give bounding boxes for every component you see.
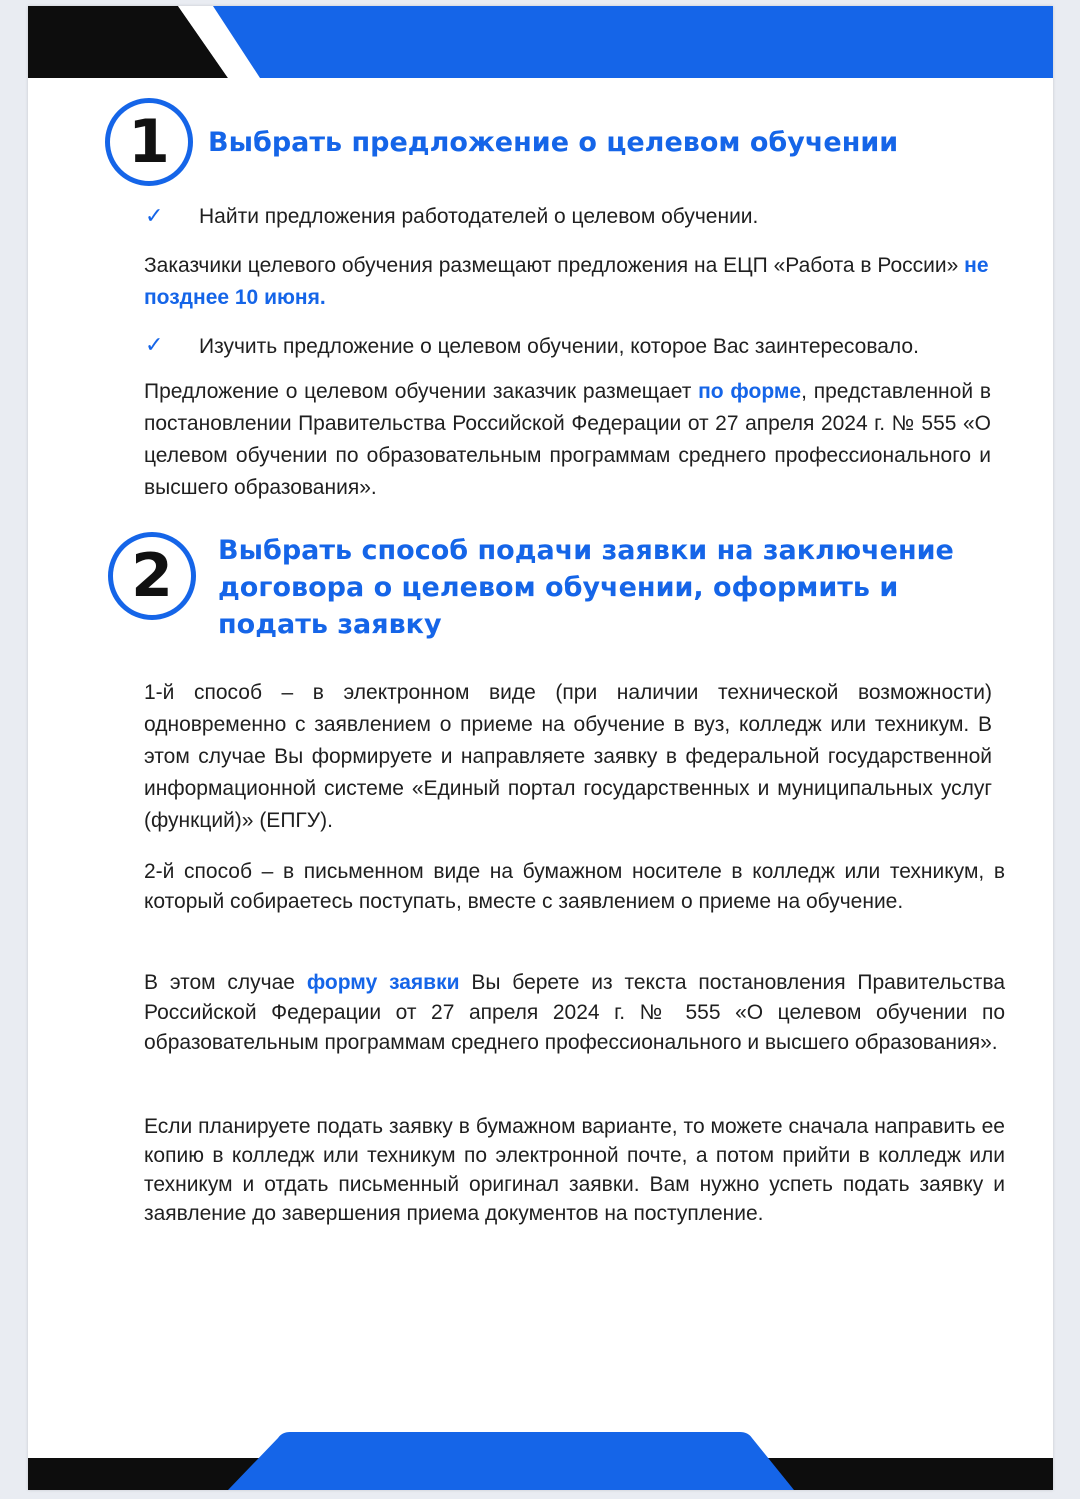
step-1-check-2: Изучить предложение о целевом обучении, которое Вас заинтересовало.: [199, 335, 919, 358]
step-1-badge: [105, 98, 193, 186]
step-2-paper-paragraph: Если планируете подать заявку в бумажном варианте, то можете сначала направить ее копию в колледж или техникум по электронной почте, а потом прийти в колледж или техникум и отдать письменный оригинал заявки. Вам нужно успеть подать заявку и заявление до завершения приема документов на поступление.: [144, 1115, 1005, 1225]
form-after: Вы берете из текста постановления Правительства Российской Федерации от 27 апреля 2024 г. № 555 «О целевом обучении по образовательным программам среднего профессионального и высшего образования».: [144, 971, 1006, 1054]
checkmark-icon: ✓: [145, 332, 164, 357]
step-2-form-paragraph: [144, 968, 1005, 1058]
step-1-paragraph-1: [144, 250, 994, 314]
step-1-title: Выбрать предложение о целевом обучении: [208, 127, 899, 158]
para1-text: Заказчики целевого обучения размещают предложения на ЕЦП «Работа в России»: [144, 254, 959, 277]
checkmark-icon: ✓: [145, 203, 164, 228]
application-form-link[interactable]: форму заявки: [306, 971, 460, 994]
para2-before: Предложение о целевом обучении заказчик размещает: [144, 380, 692, 403]
para2-after: , представленной в постановлении Правительства Российской Федерации от 27 апреля 2024 г. № 555 «О целевом обучении по образовательным программам среднего профессионального и высшего образования».: [144, 380, 991, 499]
step-1-check-1: Найти предложения работодателей о целевом обучении.: [199, 205, 759, 228]
step-2-way-1: 1-й способ – в электронном виде (при наличии технической возможности) одновременно с заявлением о приеме на обучение в вуз, колледж или техникум. В этом случае Вы формируете и направляете заявку в федеральной государственной информационной системе «Единый портал государственных и муниципальных услуг (функций)» (ЕПГУ).: [144, 681, 992, 832]
step-2-number: 2: [131, 541, 173, 611]
step-2-title: Выбрать способ подачи заявки на заключение договора о целевом обучении, оформить и подать заявку: [218, 535, 954, 640]
deadline-highlight: не позднее 10 июня.: [144, 254, 989, 309]
form-link[interactable]: по форме: [698, 380, 802, 403]
step-1-number: 1: [128, 107, 170, 177]
bottom-decorative-band: [28, 1432, 1053, 1490]
document-page: [28, 6, 1053, 1490]
step-1-paragraph-2: [144, 376, 991, 504]
step-2-badge: [108, 532, 196, 620]
top-decorative-band: [28, 6, 1053, 78]
step-2-way-2: 2-й способ – в письменном виде на бумажном носителе в колледж или техникум, в который собираетесь поступать, вместе с заявлением о приеме на обучение.: [144, 860, 1005, 913]
form-before: В этом случае: [144, 971, 295, 994]
